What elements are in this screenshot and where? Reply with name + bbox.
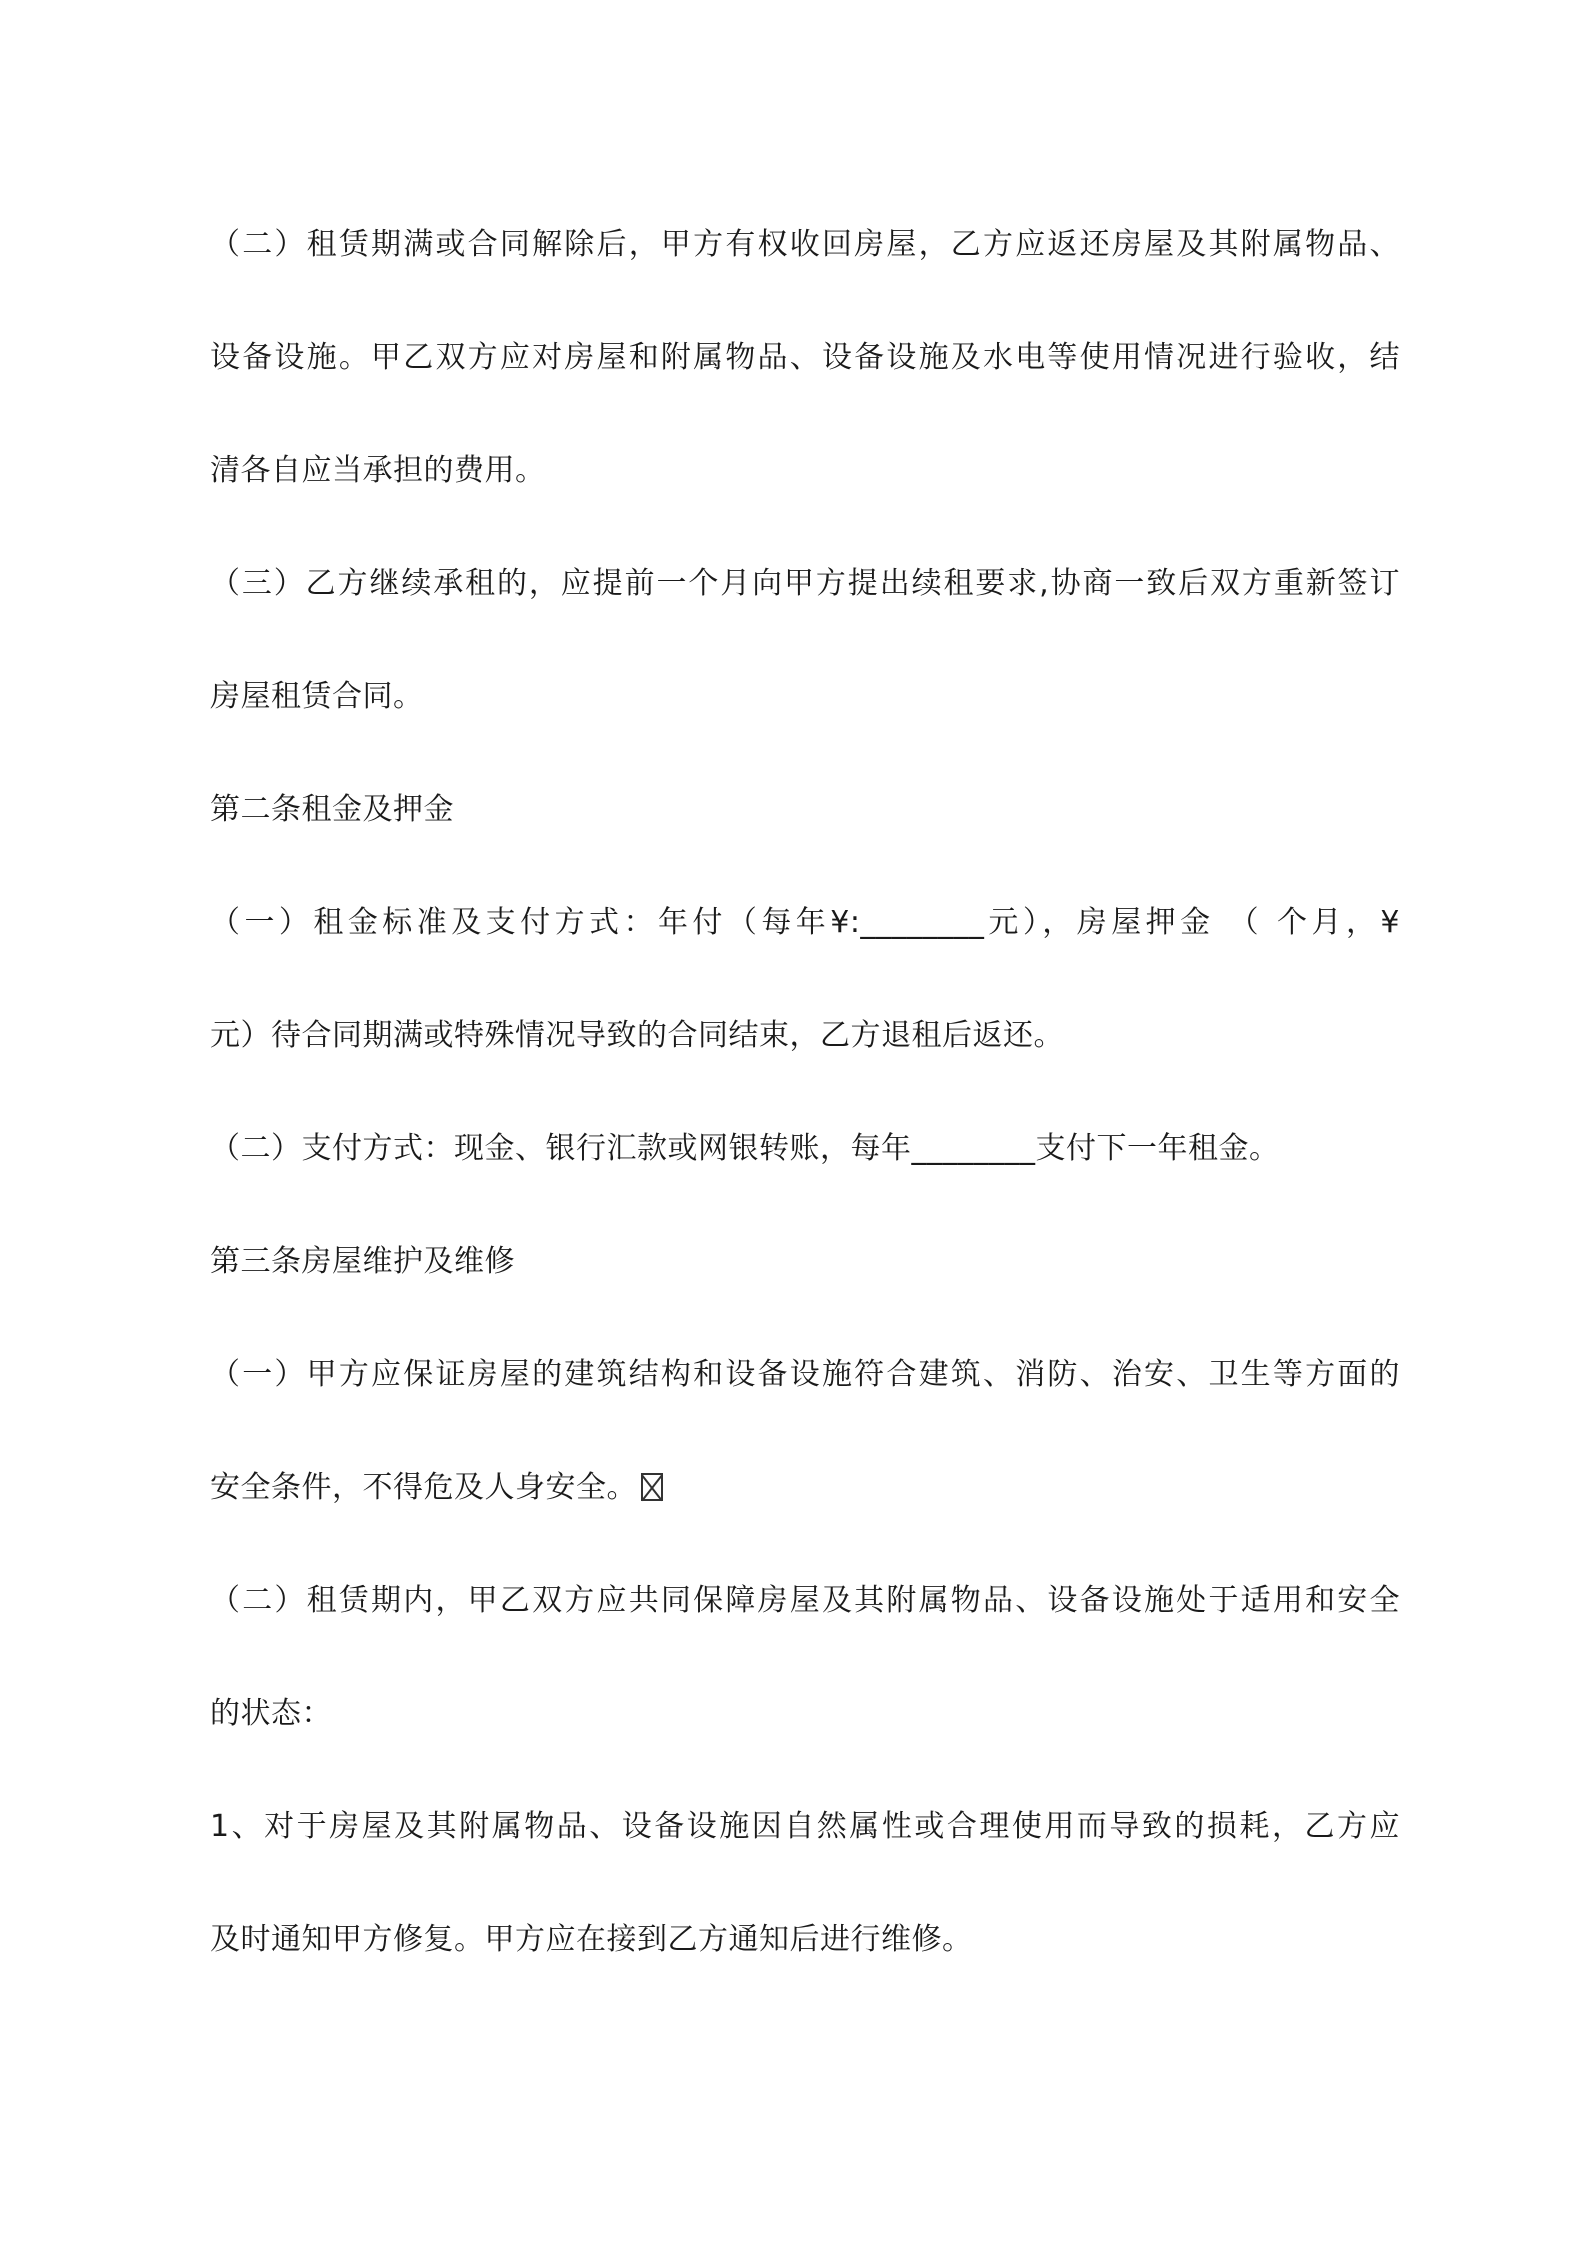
paragraph-line: （二）租赁期内，甲乙双方应共同保障房屋及其附属物品、设备设施处于适用和安全: [210, 1583, 1400, 1618]
section-heading: 第三条房屋维护及维修: [210, 1244, 515, 1279]
paragraph-line: 1、对于房屋及其附属物品、设备设施因自然属性或合理使用而导致的损耗，乙方应: [210, 1809, 1400, 1844]
paragraph-line: （三）乙方继续承租的，应提前一个月向甲方提出续租要求,协商一致后双方重新签订: [210, 566, 1400, 601]
paragraph-line: （二）租赁期满或合同解除后，甲方有权收回房屋，乙方应返还房屋及其附属物品、: [210, 227, 1400, 262]
paragraph-line: 的状态：: [210, 1696, 332, 1731]
paragraph-line: 清各自应当承担的费用。: [210, 453, 546, 488]
paragraph-line: 元）待合同期满或特殊情况导致的合同结束，乙方退租后返还。: [210, 1018, 1064, 1053]
section-heading: 第二条租金及押金: [210, 792, 454, 827]
paragraph-line: （一）租金标准及支付方式：年付（每年¥:________元），房屋押金 （ 个月，¥: [210, 905, 1400, 940]
missing-glyph-icon: [641, 1473, 663, 1501]
paragraph-line: 房屋租赁合同。: [210, 679, 424, 714]
paragraph-line: 设备设施。甲乙双方应对房屋和附属物品、设备设施及水电等使用情况进行验收，结: [210, 340, 1400, 375]
paragraph-line: （一）甲方应保证房屋的建筑结构和设备设施符合建筑、消防、治安、卫生等方面的: [210, 1357, 1400, 1392]
paragraph-line: 及时通知甲方修复。甲方应在接到乙方通知后进行维修。: [210, 1922, 973, 1957]
paragraph-line: （二）支付方式：现金、银行汇款或网银转账，每年________支付下一年租金。: [210, 1131, 1280, 1166]
paragraph-line-text: 安全条件，不得危及人身安全。: [210, 1470, 637, 1505]
paragraph-line-with-mark: [210, 1468, 1400, 1508]
